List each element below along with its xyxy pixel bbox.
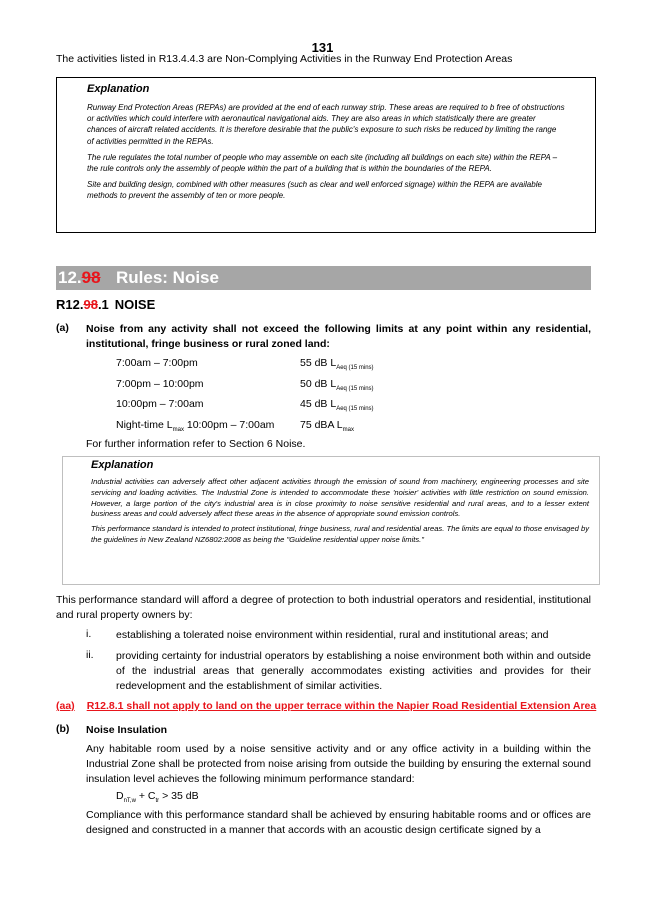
section-heading-band	[56, 266, 591, 290]
night-level-sub: max	[342, 426, 354, 433]
page-number: 131	[311, 40, 334, 55]
explanation-title: Explanation	[87, 83, 150, 95]
limit-level-value: 55 dB L	[300, 357, 337, 369]
clause-a-label: (a)	[56, 322, 69, 334]
formula-d: D	[116, 790, 124, 802]
clause-b-label: (b)	[56, 723, 70, 735]
explanation-paragraph: Runway End Protection Areas (REPAs) are provided at the end of each runway strip. These areas are required to b free of obstructions or activities which could interfere with aeronautical navigational aids. They are also areas in which statistically there are greater chances of aircraft related accidents. It is therefore desirable that the public's exposure to such risks be reduced by limiting the range of activities permitted in the REPAs.	[87, 103, 565, 146]
list-number: i.	[86, 628, 92, 640]
clause-b-text: Any habitable room used by a noise sensitive activity and or any office activity in a building within the Industrial Zone shall be protected from noise arising from outside the building by ensuring the external sound insulation level achieves the following minimum performance standard:	[86, 743, 591, 785]
night-time-pre: Night-time L	[116, 418, 173, 431]
night-level-value: 75 dBA L	[300, 418, 343, 431]
explanation-paragraph: Industrial activities can adversely affect other adjacent activities through the emission of sound from machinery, engineering processes and site servicing and loading activities. The Industrial Zone is intended to accommodate these 'noisier' activities with little restriction on sound emission. However, a large portion of the city's industrial area is in close proximity to noise sensitive residential and rural areas, and to a lesser extent business areas and could adversely affect these areas in the absence of appropriate sound emission controls.	[91, 477, 589, 519]
rule-deleted-number: 98	[83, 297, 98, 312]
clause-aa-text: R12.8.1 shall not apply to land on the upper terrace within the Napier Road Residential Extension Area	[86, 700, 597, 712]
limit-time: 7:00pm – 10:00pm	[116, 377, 204, 390]
limit-level	[300, 398, 374, 412]
list-number: ii.	[86, 649, 94, 661]
rule-prefix: R12.	[56, 297, 84, 312]
insulation-formula	[116, 789, 199, 809]
night-limit-level	[300, 419, 354, 433]
limit-level-sub: Aeq (15 mins)	[336, 385, 374, 392]
rule-suffix: .1	[97, 297, 109, 312]
limit-time: 7:00am – 7:00pm	[116, 357, 198, 369]
clause-b-heading: Noise Insulation	[86, 724, 168, 736]
limit-level-value: 50 dB L	[300, 377, 337, 390]
compliance-text: Compliance with this performance standard shall be achieved by ensuring habitable rooms and or offices are designed and constructed in a manner that accords with an acoustic design certificate signed by a	[86, 809, 591, 836]
limit-level-sub: Aeq (15 mins)	[336, 365, 374, 372]
limit-level-value: 45 dB L	[300, 398, 337, 410]
limit-time: 10:00pm – 7:00am	[116, 398, 204, 410]
limit-level	[300, 357, 374, 371]
section-number	[58, 266, 101, 290]
list-item-text: providing certainty for industrial operators by establishing a noise environment both within and outside of the industrial areas that generally accommodates existing activities and provides for their redevelopment and the establishment of similar activities.	[116, 650, 591, 692]
list-item-text: establishing a tolerated noise environment within residential, rural and institutional areas; and	[116, 629, 549, 641]
explanation-paragraph: Site and building design, combined with other measures (such as clear and well enforced signage) within the REPA are available methods to prevent the assembly of ten or more people.	[87, 180, 542, 201]
limit-level	[300, 378, 374, 392]
night-time-sub: max	[172, 426, 184, 433]
deleted-number: 98	[81, 268, 101, 287]
explanation-title: Explanation	[91, 459, 154, 471]
intro-text: The activities listed in R13.4.4.3 are Non-Complying Activities in the Runway End Protection Areas	[56, 53, 513, 65]
explanation-paragraph: This performance standard is intended to protect institutional, fringe business, rural and residential areas. The limits are equal to those envisaged by the guidelines in New Zealand NZ6802:2008 as being the "Guideline residential upper noise limits."	[91, 524, 589, 544]
formula-rest: > 35 dB	[159, 790, 199, 802]
night-time-label	[116, 419, 274, 433]
formula-c-sub: tr	[155, 798, 160, 805]
night-time-post: 10:00pm – 7:00am	[183, 418, 275, 431]
rule-title: NOISE	[114, 297, 156, 312]
section-number-prefix: 12.	[58, 268, 82, 287]
clause-a-text: Noise from any activity shall not exceed the following limits at any point within any residential, institutional, fringe business or rural zoned land:	[86, 323, 591, 350]
explanation-box-repa	[56, 77, 596, 233]
rule-heading	[56, 297, 155, 312]
clause-aa-label: (aa)	[56, 700, 75, 712]
further-info-text: For further information refer to Section 6 Noise.	[86, 438, 306, 450]
explanation-box-noise	[62, 456, 600, 585]
clause-aa	[56, 700, 596, 712]
limit-level-sub: Aeq (15 mins)	[336, 406, 374, 413]
section-title: Rules: Noise	[116, 268, 219, 287]
formula-d-sub: nT,w	[123, 798, 136, 805]
formula-c: + C	[135, 790, 156, 802]
explanation-paragraph: The rule regulates the total number of people who may assemble on each site (including all buildings on each site) within the REPA – the rule controls only the assembly of people within the part of a building that is within the boundaries of the REPA.	[87, 152, 558, 174]
performance-text: This performance standard will afford a degree of protection to both industrial operators and residential, institutional and rural property owners by:	[56, 594, 591, 621]
